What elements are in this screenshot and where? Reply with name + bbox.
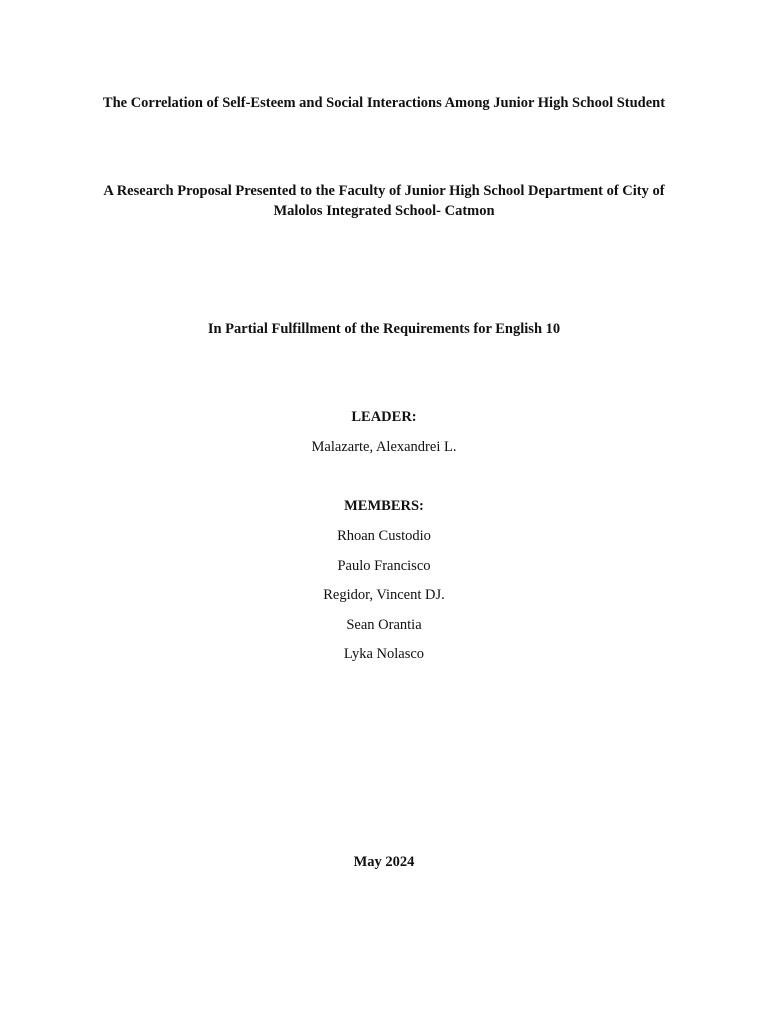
leader-name: Malazarte, Alexandrei L.: [311, 439, 457, 455]
member-name: Paulo Francisco: [337, 557, 431, 574]
fulfillment-statement: In Partial Fulfillment of the Requirements for English 10: [207, 321, 561, 337]
proposal-statement-line-1: A Research Proposal Presented to the Faculty of Junior High School Department of City of: [103, 183, 665, 199]
member-name: Regidor, Vincent DJ.: [323, 587, 445, 604]
members-heading: MEMBERS:: [344, 498, 424, 514]
members-list: [0, 526, 768, 674]
document-title: The Correlation of Self-Esteem and Social Interactions Among Junior High School Student: [102, 95, 666, 111]
member-name: Sean Orantia: [346, 616, 422, 633]
proposal-statement-line-2: Malolos Integrated School- Catmon: [273, 203, 495, 219]
leader-heading: LEADER:: [351, 409, 417, 425]
member-name: Lyka Nolasco: [343, 646, 425, 663]
member-name: Rhoan Custodio: [337, 528, 431, 544]
submission-date: May 2024: [353, 854, 415, 870]
